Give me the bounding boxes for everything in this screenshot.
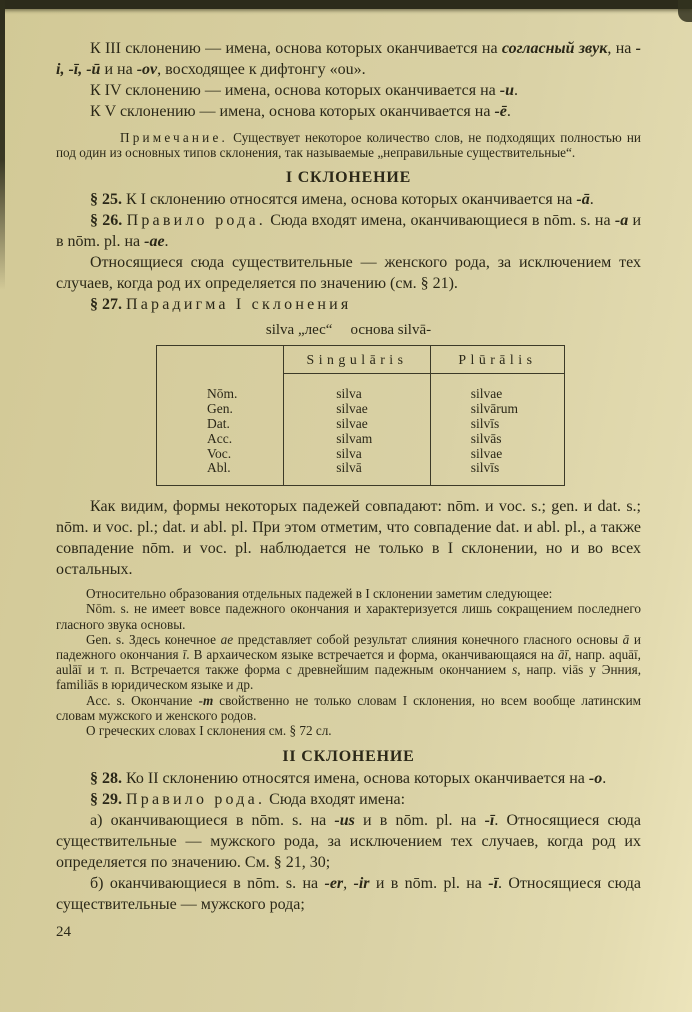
table-row	[157, 402, 565, 417]
note-nominative: Nōm. s. не имеет вовсе падежного окончания и характеризуется лишь сокращением последнего гласного звука основы.	[56, 601, 641, 632]
paragraph-26-continuation: Относящиеся сюда существительные — женского рода, за исключением тех случаев, когда род их определяется по значению (см. § 21).	[56, 254, 641, 293]
text-run: свойственно не только словам I склонения, но всем вообще латинским словам мужского и женского родов.	[56, 692, 641, 723]
latin-ending: āī	[557, 647, 569, 662]
text-run: и в nōm. pl. на	[369, 875, 489, 893]
paragraph-case-coincidence: Как видим, формы некоторых падежей совпадают: nōm. и voc. s.; gen. и dat. s.; nōm. и voc. pl.; dat. и abl. pl. При этом отметим, что совпадение dat. и abl. pl., а также совпадение nōm. и voc. pl. наблюдается не только в I склонении, но и во всех остальных.	[56, 498, 641, 579]
scan-left-edge	[0, 0, 5, 290]
text-run: .	[506, 103, 511, 120]
text-run: б) оканчивающиеся в nōm. s. на	[90, 875, 325, 893]
latin-ending: s	[512, 662, 518, 678]
section-number: § 25.	[90, 191, 122, 209]
paragraph-decl-iv	[56, 80, 641, 101]
latin-ending: -us	[334, 812, 355, 830]
text-run: .	[602, 770, 607, 788]
text-run: Ко II склонению относятся имена, основа которых оканчивается на	[122, 770, 589, 788]
text-run: К III склонению — имена, основа которых оканчивается на	[90, 40, 502, 57]
text-run: а) оканчивающиеся в nōm. s. на	[90, 812, 335, 830]
text-run: Сюда входят имена:	[265, 791, 406, 809]
table-header-singular: Singulāris	[284, 346, 431, 374]
paragraph-27	[56, 294, 641, 315]
table-row	[157, 432, 565, 447]
latin-ending: -ā	[576, 191, 590, 209]
text-run: и падежного окончания	[56, 631, 641, 662]
russian-gloss: „лес“	[297, 322, 333, 339]
paragraph-decl-iii	[56, 38, 641, 80]
latin-vowel: ā	[622, 631, 630, 647]
table-header-row	[157, 346, 565, 374]
text-run: К I склонению относятся имена, основа которых оканчивается на	[122, 191, 577, 209]
text-run: , напр. aquāī, aulāī и т. п. Встречается также форма с древнейшим падежным окончанием	[56, 647, 641, 678]
table-row	[157, 417, 565, 432]
text-run: Существует некоторое количество слов, не подходящих полностью ни под один из основных типов склонения, так называемые „неправильные существительные“.	[56, 130, 641, 161]
latin-ending: -ē	[494, 103, 507, 120]
table-row	[157, 447, 565, 462]
form-plural: silvīs	[470, 416, 500, 431]
note-paragraph	[56, 130, 641, 160]
text-run: . Относящиеся сюда существительные — мужского рода;	[56, 875, 642, 914]
paragraph-26	[56, 210, 641, 252]
form-plural: silvae	[470, 445, 503, 461]
form-singular: silvae	[284, 417, 431, 432]
latin-ending: -ov	[136, 61, 158, 78]
latin-ending: -m	[198, 692, 214, 708]
form-singular: silva	[284, 447, 431, 462]
case-label: Abl.	[157, 461, 284, 485]
rule-label: Правило рода.	[126, 212, 266, 230]
paragraph-29	[56, 789, 641, 810]
term-emphasis: согласный звук	[501, 40, 608, 57]
latin-word: silva	[265, 322, 295, 339]
latin-ending: -ī	[484, 812, 495, 830]
table-caption	[56, 320, 641, 340]
paragraph-28	[56, 768, 641, 789]
text-run: ,	[343, 875, 354, 893]
section-heading-i: I СКЛОНЕНИЕ	[285, 169, 412, 187]
text-run: .	[164, 233, 169, 251]
text-run: .	[589, 191, 594, 209]
text-run: , напр. viās у Энния, familiās в юридическом языке и др.	[56, 662, 641, 693]
form-plural: silvae	[470, 386, 503, 402]
latin-ending: -u	[499, 82, 515, 99]
latin-ending: ae	[220, 631, 234, 647]
text-run: .	[514, 82, 519, 99]
form-singular: silvae	[284, 402, 431, 417]
scan-corner-blot	[678, 0, 692, 22]
section-number: § 28.	[90, 770, 122, 788]
text-run: , восходящее к дифтонгу «ou».	[157, 61, 366, 78]
note-label: Примечание.	[120, 130, 228, 145]
text-run: Сюда входят имена, оканчивающиеся в nōm. s. на	[265, 212, 615, 230]
table-header-plural: Plūrālis	[430, 346, 564, 374]
text-run: К IV склонению — имена, основа которых оканчивается на	[90, 82, 500, 99]
latin-ending: -ir	[353, 875, 370, 893]
latin-vowel: ī	[182, 647, 187, 662]
declension-table	[156, 345, 565, 486]
paradigm-label: Парадигма I склонения	[126, 296, 352, 314]
form-singular: silvam	[284, 432, 431, 447]
text-run: . В архаическом языке встречается и форма, оканчивающаяся на	[186, 647, 558, 662]
section-heading-ii: II СКЛОНЕНИЕ	[282, 748, 415, 766]
form-singular: silvā	[284, 461, 431, 485]
page-number: 24	[56, 924, 71, 941]
form-plural: silvīs	[470, 460, 500, 476]
text-run: Acc. s. Окончание	[86, 692, 199, 708]
latin-ending: -a	[614, 212, 629, 230]
case-label: Dat.	[157, 417, 284, 432]
latin-ending: -ae	[144, 233, 165, 251]
stem-label: основа silvā-	[350, 322, 432, 339]
section-number: § 26.	[90, 212, 123, 230]
note-formation-intro: Относительно образования отдельных падежей в I склонении заметим следующее:	[86, 586, 553, 602]
form-singular: silva	[284, 374, 431, 402]
text-run: К V склонению — имена, основа которых оканчивается на	[90, 103, 495, 120]
text-run: и на	[100, 61, 137, 78]
section-number: § 27.	[90, 296, 122, 314]
latin-ending: -er	[324, 875, 344, 893]
table-row	[157, 374, 565, 402]
form-plural: silvārum	[470, 401, 519, 417]
section-number: § 29.	[90, 791, 122, 809]
note-accusative	[56, 693, 641, 723]
paragraph-29b	[56, 873, 641, 915]
table-row	[157, 461, 565, 485]
text-run: , на	[607, 40, 636, 57]
paragraph-decl-v	[56, 101, 641, 122]
latin-ending: -o	[588, 770, 603, 788]
note-genitive	[56, 632, 641, 693]
text-run: и в nōm. pl. на	[56, 212, 642, 251]
note-greek-words: О греческих словах I склонения см. § 72 сл.	[86, 723, 332, 739]
text-run: представляет собой результат слияния конечного гласного основы	[233, 631, 623, 647]
latin-endings: -i, -ī, -ū	[56, 40, 641, 78]
paragraph-29a	[56, 810, 641, 873]
rule-label: Правило рода.	[126, 791, 266, 809]
table-header-empty	[157, 346, 284, 374]
case-label: Nōm.	[157, 374, 284, 402]
page-content	[56, 38, 641, 941]
text-run: . Относящиеся сюда существительные — мужского рода, за исключением тех случаев, когда род их определяется по значению. См. § 21, 30;	[56, 812, 642, 872]
text-run: Gen. s. Здесь конечное	[86, 631, 221, 647]
case-label: Acc.	[157, 432, 284, 447]
case-label: Voc.	[157, 447, 284, 462]
latin-ending: -ī	[488, 875, 499, 893]
scan-top-edge	[0, 0, 692, 9]
text-run: и в nōm. pl. на	[354, 812, 485, 830]
paragraph-25	[56, 189, 641, 210]
case-label: Gen.	[157, 402, 284, 417]
form-plural: silvās	[470, 430, 502, 446]
